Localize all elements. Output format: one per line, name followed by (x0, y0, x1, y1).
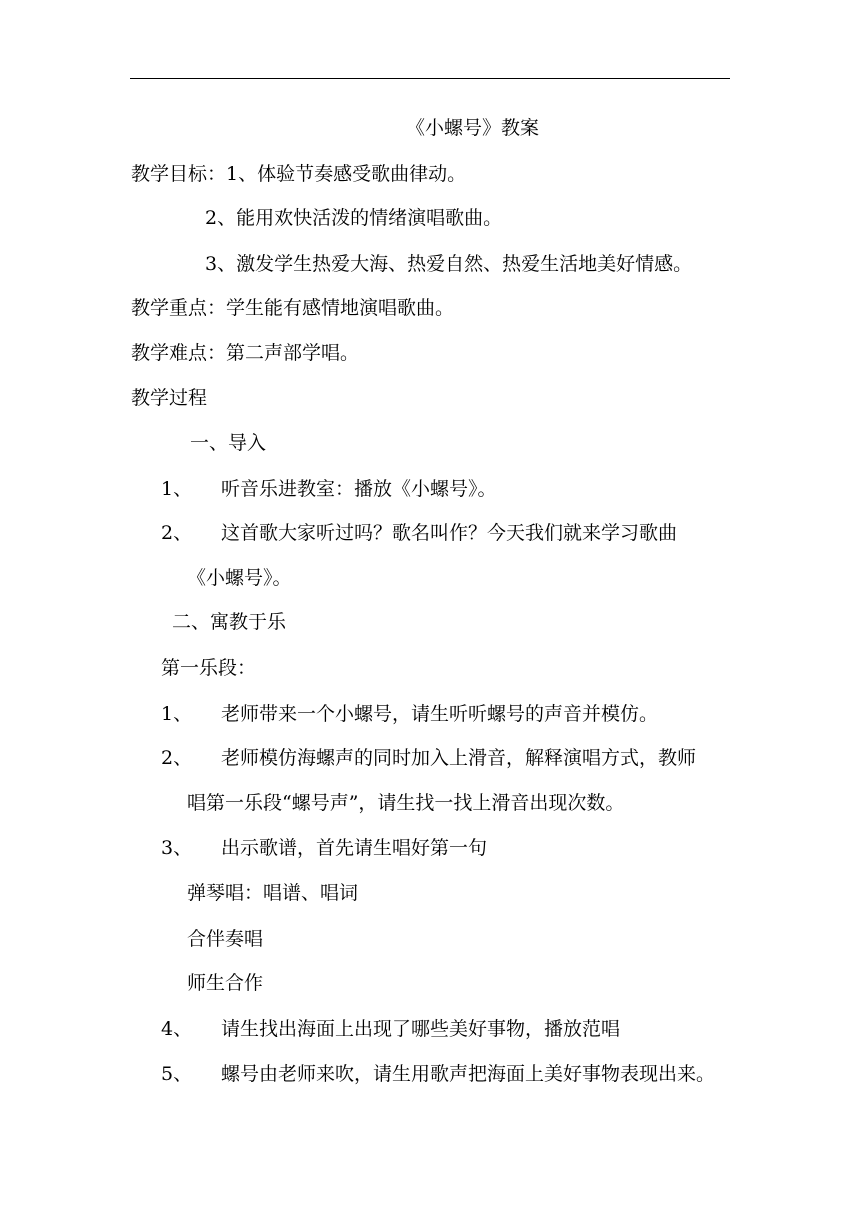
key-point: 教学重点：学生能有感情地演唱歌曲。 (131, 297, 455, 319)
list-item-number: 2、 (161, 522, 193, 544)
goals-label: 教学目标： (131, 163, 227, 185)
list-item-text: 听音乐进教室：播放《小螺号》。 (221, 478, 497, 500)
section-1-heading: 一、导入 (190, 432, 267, 454)
list-item-text: 老师带来一个小螺号，请生听听螺号的声音并模仿。 (221, 703, 659, 725)
list-item-number: 3、 (161, 837, 193, 859)
document-title: 《小螺号》教案 (406, 117, 540, 139)
process-label: 教学过程 (131, 387, 208, 409)
sub-item: 弹琴唱：唱谱、唱词 (187, 882, 359, 904)
list-item-continuation: 唱第一乐段“螺号声”，请生找一找上滑音出现次数。 (187, 792, 625, 814)
list-item-number: 5、 (161, 1063, 193, 1085)
sub-item: 合伴奏唱 (187, 928, 264, 950)
list-item-number: 2、 (161, 747, 193, 769)
part-label: 第一乐段： (161, 657, 257, 679)
sub-item: 师生合作 (187, 972, 264, 994)
section-2-heading: 二、寓教于乐 (172, 611, 287, 633)
goal-3: 3、激发学生热爱大海、热爱自然、热爱生活地美好情感。 (205, 253, 693, 275)
list-item-text: 这首歌大家听过吗？歌名叫作？今天我们就来学习歌曲 (221, 522, 678, 544)
goal-1: 1、体验节奏感受歌曲律动。 (226, 163, 467, 185)
list-item-number: 4、 (161, 1018, 193, 1040)
list-item-number: 1、 (161, 703, 193, 725)
list-item-text: 螺号由老师来吹，请生用歌声把海面上美好事物表现出来。 (221, 1063, 716, 1085)
difficulty: 教学难点：第二声部学唱。 (131, 342, 360, 364)
list-item-continuation: 《小螺号》。 (187, 567, 292, 589)
list-item-text: 老师模仿海螺声的同时加入上滑音，解释演唱方式，教师 (221, 747, 697, 769)
list-item-text: 请生找出海面上出现了哪些美好事物，播放范唱 (221, 1018, 621, 1040)
header-rule (130, 78, 730, 79)
list-item-text: 出示歌谱，首先请生唱好第一句 (221, 837, 488, 859)
goal-2: 2、能用欢快活泼的情绪演唱歌曲。 (205, 207, 503, 229)
list-item-number: 1、 (161, 478, 193, 500)
